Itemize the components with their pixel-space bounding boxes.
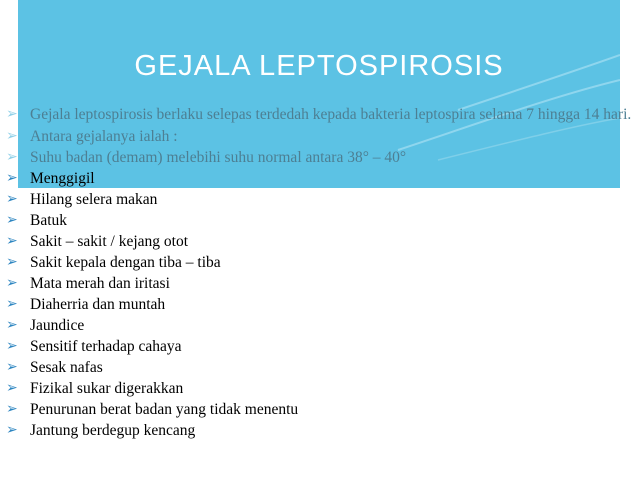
arrow-bullet-icon: ➢ xyxy=(6,339,18,354)
symptom-text: Jantung berdegup kencang xyxy=(30,422,196,439)
arrow-bullet-icon: ➢ xyxy=(6,360,18,375)
arrow-bullet-icon: ➢ xyxy=(6,297,18,312)
list-item xyxy=(0,126,638,147)
list-item xyxy=(0,147,638,168)
arrow-bullet-icon: ➢ xyxy=(6,276,18,291)
intro-text: Antara gejalanya ialah : xyxy=(30,128,178,145)
symptom-text: Mata merah dan iritasi xyxy=(30,275,170,292)
arrow-bullet-icon: ➢ xyxy=(6,255,18,270)
symptom-text: Sensitif terhadap cahaya xyxy=(30,338,182,355)
list-item xyxy=(0,210,638,231)
symptom-text: Suhu badan (demam) melebihi suhu normal antara 38° – 40° xyxy=(30,149,407,166)
list-item xyxy=(0,378,638,399)
arrow-bullet-icon: ➢ xyxy=(6,129,18,144)
list-item xyxy=(0,294,638,315)
symptom-text: Menggigil xyxy=(30,170,95,187)
symptom-text: Batuk xyxy=(30,212,68,229)
list-item xyxy=(0,420,638,441)
symptom-text: Sakit kepala dengan tiba – tiba xyxy=(30,254,221,271)
list-item xyxy=(0,231,638,252)
symptom-text: Hilang selera makan xyxy=(30,191,158,208)
symptom-text: Penurunan berat badan yang tidak menentu xyxy=(30,401,299,418)
list-item xyxy=(0,168,638,189)
list-item xyxy=(0,336,638,357)
symptom-text: Jaundice xyxy=(30,317,85,334)
slide-title: GEJALA LEPTOSPIROSIS xyxy=(134,50,504,82)
arrow-bullet-icon: ➢ xyxy=(6,171,18,186)
list-item xyxy=(0,107,638,126)
arrow-bullet-icon: ➢ xyxy=(6,234,18,249)
symptom-text: Sakit – sakit / kejang otot xyxy=(30,233,188,250)
arrow-bullet-icon: ➢ xyxy=(6,150,18,165)
arrow-bullet-icon: ➢ xyxy=(6,192,18,207)
symptom-text: Diaherria dan muntah xyxy=(30,296,166,313)
list-item xyxy=(0,315,638,336)
symptom-text: Fizikal sukar digerakkan xyxy=(30,380,184,397)
list-item xyxy=(0,399,638,420)
content-list xyxy=(0,107,638,441)
arrow-bullet-icon: ➢ xyxy=(6,402,18,417)
arrow-bullet-icon: ➢ xyxy=(6,107,18,122)
arrow-bullet-icon: ➢ xyxy=(6,213,18,228)
symptom-text: Sesak nafas xyxy=(30,359,103,376)
list-item xyxy=(0,189,638,210)
arrow-bullet-icon: ➢ xyxy=(6,423,18,438)
list-item xyxy=(0,273,638,294)
list-item xyxy=(0,357,638,378)
arrow-bullet-icon: ➢ xyxy=(6,318,18,333)
intro-text: Gejala leptospirosis berlaku selepas terdedah kepada bakteria leptospira selama 7 hingga 14 hari. xyxy=(30,106,632,123)
list-item xyxy=(0,252,638,273)
arrow-bullet-icon: ➢ xyxy=(6,381,18,396)
